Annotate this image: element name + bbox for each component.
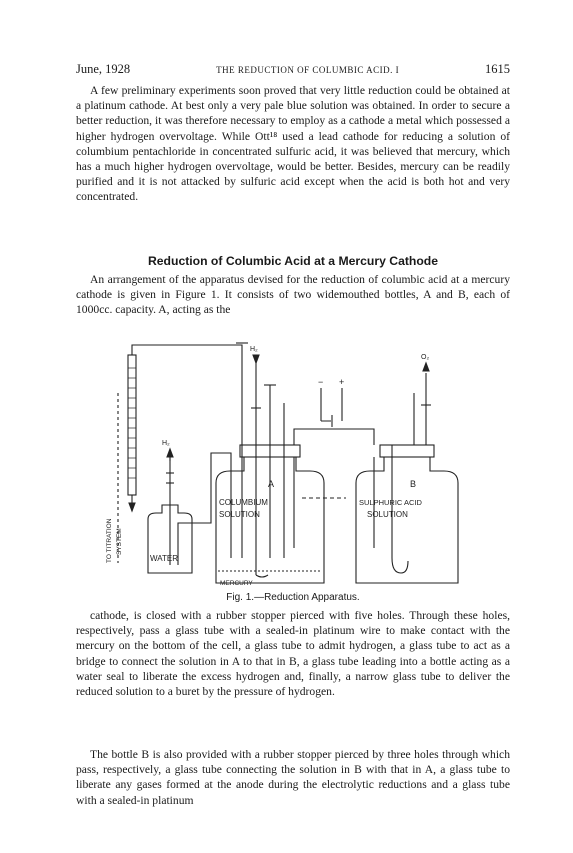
section-heading: Reduction of Columbic Acid at a Mercury Cathode [147, 254, 439, 268]
figure-caption: Fig. 1.—Reduction Apparatus. [226, 592, 360, 603]
label-h2-top: H₂ [250, 346, 258, 353]
page-number: 1615 [484, 62, 510, 76]
label-h2-left: H₂ [162, 440, 170, 447]
label-bottle-a: A [268, 479, 275, 489]
paragraph-2: An arrangement of the apparatus devised for the reduction of columbic acid at a mercury cathode is given in Figure 1. It consists of two widemouthed bottles, A and B, each of 1000cc. capacity. A, acting as the [76, 273, 510, 317]
paragraph-3: cathode, is closed with a rubber stopper pierced with five holes. Through these holes, respectively, pass a glass tube with a sealed-in platinum wire to make contact with the mercury on the bottom of the cell, a glass tube to admit hydrogen, a glass tube to act as a bridge to connect the solution in A to that in B, a glass tube leading into a bottle acting as a water seal to liberate the excess hydrogen and, finally, a narrow glass tube to deliver the reduced solution to a buret by the pressure of hydrogen. [76, 609, 510, 699]
label-water: WATER [150, 554, 178, 563]
label-solution-b: SOLUTION [367, 510, 408, 519]
label-solution-a: SOLUTION [219, 510, 260, 519]
buret [128, 355, 136, 495]
paragraph-4: The bottle B is also provided with a rubber stopper pierced by three holes through which pass, respectively, a glass tube connecting the solution in B with that in A, a glass tube to liberate any gases formed at the anode during the electrolytic reductions and a glass tube with a sealed-in platinum [76, 748, 510, 807]
label-mercury: MERCURY [220, 580, 253, 587]
paragraph-1: A few preliminary experiments soon proved that very little reduction could be obtained at a platinum cathode. At best only a very pale blue solution was obtained. In order to secure a better reduction, it was therefore necessary to employ as a cathode a metal which possessed a higher hydrogen overvoltage. While Ott¹⁸ used a lead cathode for reducing a solution of columbium pentachloride in concentrated sulfuric acid, it was believed that mercury, which has a much higher hydrogen overvoltage, would be better. Besides, mercury can be readily purified and it is not attacked by sulfuric acid except when the acid is both hot and very concentrated. [76, 84, 510, 204]
apparatus-figure [96, 333, 492, 589]
label-o2: O₂ [421, 354, 430, 361]
label-sulphuric-acid: SULPHURIC ACID [359, 498, 422, 507]
buret-graduations [128, 368, 136, 478]
apparatus-diagram [96, 333, 492, 589]
stopper-b [380, 445, 434, 457]
page-header [76, 62, 510, 77]
salt-bridge [294, 429, 374, 445]
label-minus: − [318, 377, 324, 387]
label-system: SYSTEM [116, 528, 123, 555]
label-titration: TO TITRATION [106, 518, 113, 563]
bottle-b [356, 457, 458, 583]
label-plus: + [339, 377, 345, 387]
label-bottle-b: B [410, 479, 417, 489]
header-date: June, 1928 [76, 62, 131, 76]
label-columbium: COLUMBIUM [219, 498, 268, 507]
running-title: THE REDUCTION OF COLUMBIC ACID. I [216, 65, 400, 75]
